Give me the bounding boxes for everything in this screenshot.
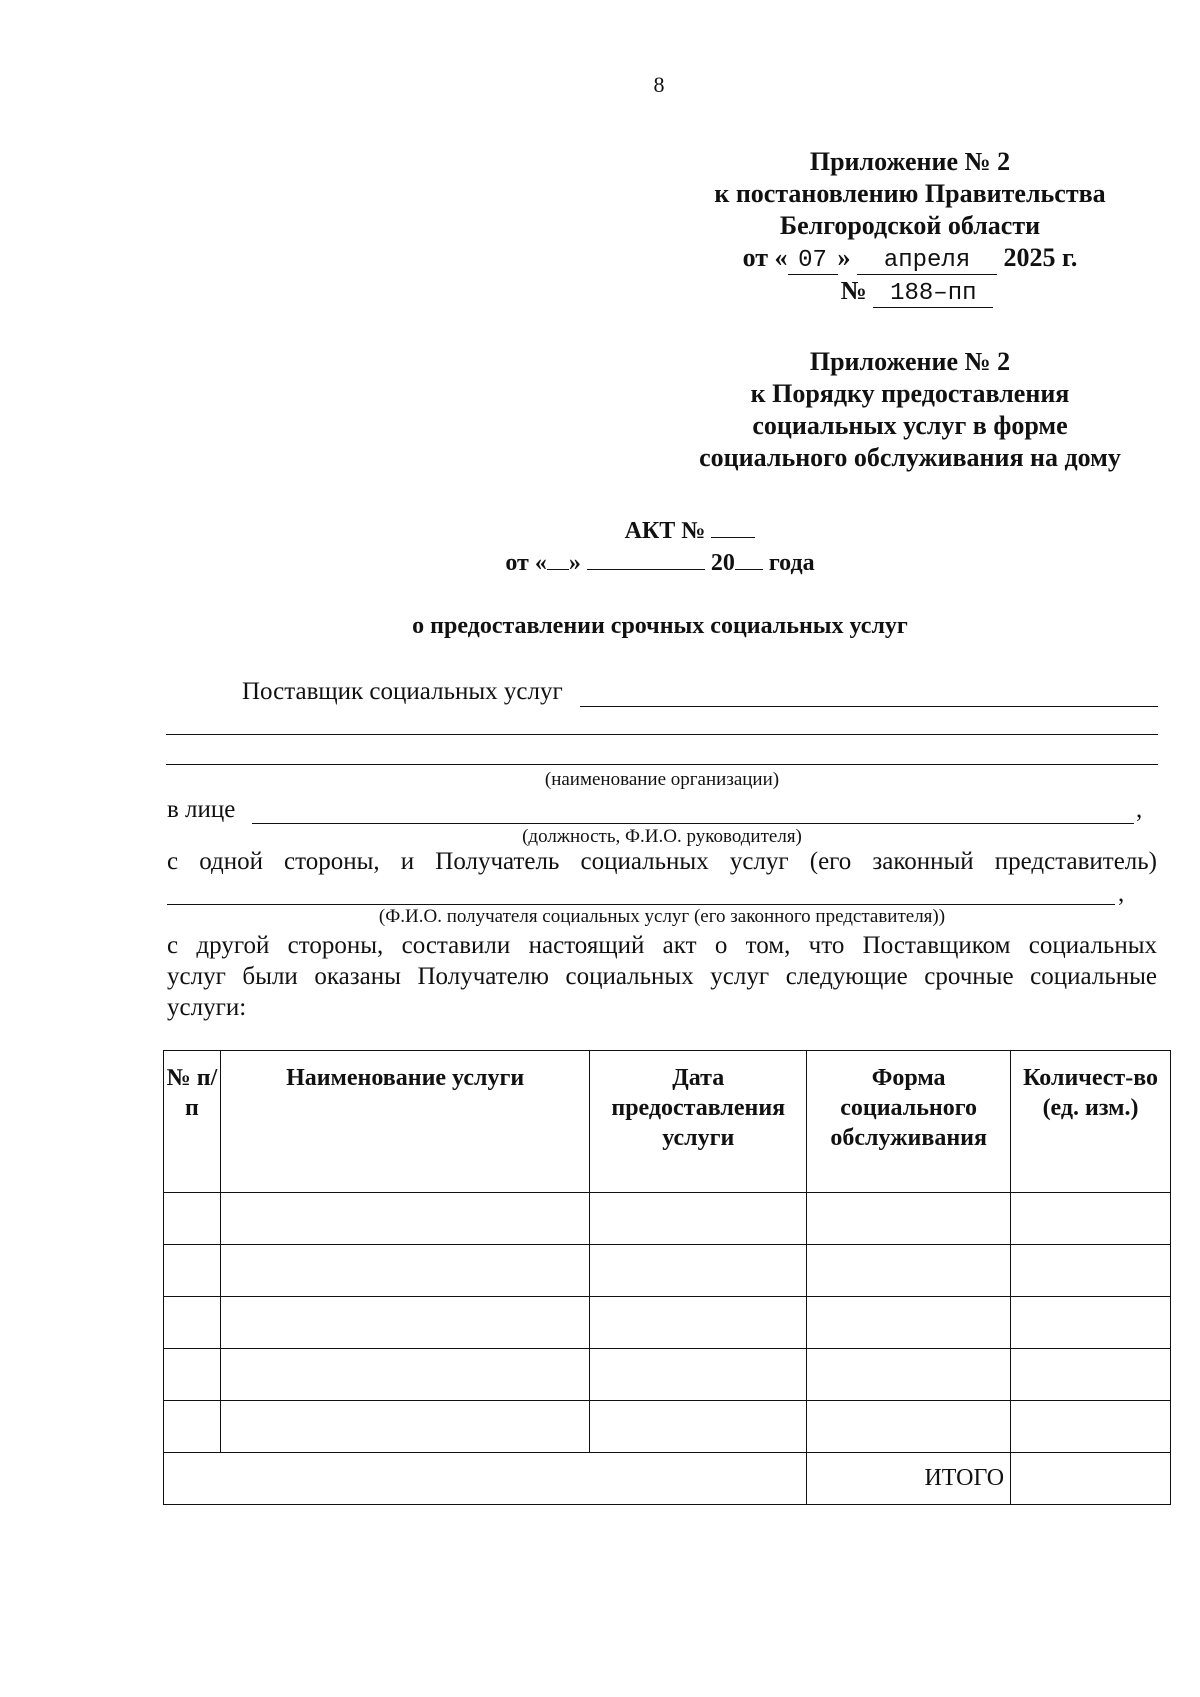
appendix-order-line3: социальных услуг в форме bbox=[752, 411, 1068, 440]
act-year-prefix: 20 bbox=[710, 550, 735, 576]
page-number: 8 bbox=[653, 72, 665, 97]
table-cell[interactable] bbox=[1011, 1401, 1171, 1453]
table-cell[interactable] bbox=[1011, 1297, 1171, 1349]
table-cell[interactable] bbox=[590, 1193, 807, 1245]
table-cell[interactable] bbox=[807, 1245, 1011, 1297]
total-label: ИТОГО bbox=[807, 1453, 1011, 1505]
provider-line-2[interactable] bbox=[166, 734, 1158, 735]
act-day-blank[interactable] bbox=[547, 549, 569, 570]
decree-date-month: апреля bbox=[857, 248, 997, 275]
services-table bbox=[163, 1050, 1171, 1505]
total-empty-cell bbox=[164, 1453, 807, 1505]
table-cell[interactable] bbox=[164, 1349, 221, 1401]
paragraph-line-3: услуги: bbox=[167, 994, 247, 1021]
header-num: № п/п bbox=[164, 1051, 221, 1193]
act-subject: о предоставлении срочных социальных услуг bbox=[412, 613, 908, 639]
table-cell[interactable] bbox=[590, 1401, 807, 1453]
appendix-decree-date bbox=[650, 242, 1170, 275]
paragraph-line-2: услуг были оказаны Получателю социальных услуг следующие срочные социальные bbox=[167, 963, 1157, 990]
table-row bbox=[164, 1297, 1171, 1349]
table-cell[interactable] bbox=[807, 1349, 1011, 1401]
decree-number-prefix: № bbox=[840, 276, 867, 305]
paragraph-line-1: с другой стороны, составили настоящий акт о том, что Поставщиком социальных bbox=[167, 932, 1157, 959]
recipient-comma: , bbox=[1118, 880, 1125, 907]
header-form: Форма социального обслуживания bbox=[807, 1051, 1011, 1193]
provider-label: Поставщик социальных услуг bbox=[242, 678, 563, 705]
appendix-decree-line2: к постановлению Правительства bbox=[714, 179, 1106, 208]
table-cell[interactable] bbox=[164, 1297, 221, 1349]
provider-line-1[interactable] bbox=[580, 706, 1158, 707]
table-row bbox=[164, 1193, 1171, 1245]
decree-date-day: 07 bbox=[788, 248, 838, 275]
head-line[interactable] bbox=[252, 823, 1134, 824]
appendix-decree-block bbox=[650, 146, 1170, 308]
decree-date-prefix: от « bbox=[742, 243, 788, 272]
table-cell[interactable] bbox=[590, 1245, 807, 1297]
in-person-comma: , bbox=[1136, 796, 1143, 823]
table-header-row bbox=[164, 1051, 1171, 1193]
table-cell[interactable] bbox=[164, 1401, 221, 1453]
table-row bbox=[164, 1401, 1171, 1453]
appendix-decree-line3: Белгородской области bbox=[779, 211, 1041, 240]
act-number-blank[interactable] bbox=[711, 517, 755, 538]
in-person-label: в лице bbox=[167, 796, 236, 823]
table-cell[interactable] bbox=[590, 1297, 807, 1349]
table-cell[interactable] bbox=[220, 1349, 589, 1401]
act-year-suffix: года bbox=[768, 550, 815, 576]
header-date: Дата предоставления услуги bbox=[590, 1051, 807, 1193]
table-cell[interactable] bbox=[807, 1297, 1011, 1349]
table-cell[interactable] bbox=[220, 1245, 589, 1297]
appendix-order-line4: социального обслуживания на дому bbox=[699, 443, 1121, 472]
act-title-text: АКТ № bbox=[624, 518, 706, 544]
provider-line-3[interactable] bbox=[166, 764, 1158, 765]
act-year-blank[interactable] bbox=[735, 549, 763, 570]
table-cell[interactable] bbox=[220, 1193, 589, 1245]
act-date bbox=[0, 549, 1200, 577]
appendix-order-title: Приложение № 2 bbox=[809, 347, 1011, 376]
one-side-text: с одной стороны, и Получатель социальных услуг (его законный представитель) bbox=[167, 848, 1157, 875]
table-cell[interactable] bbox=[590, 1349, 807, 1401]
org-caption: (наименование организации) bbox=[544, 769, 780, 790]
head-caption: (должность, Ф.И.О. руководителя) bbox=[522, 826, 802, 847]
appendix-order-line2: к Порядку предоставления bbox=[750, 379, 1070, 408]
table-row bbox=[164, 1245, 1171, 1297]
table-cell[interactable] bbox=[1011, 1349, 1171, 1401]
table-cell[interactable] bbox=[1011, 1245, 1171, 1297]
decree-date-mid: » bbox=[837, 243, 851, 272]
decree-date-year: 2025 г. bbox=[1003, 243, 1078, 272]
table-cell[interactable] bbox=[807, 1193, 1011, 1245]
act-title bbox=[0, 517, 1200, 545]
recipient-caption: (Ф.И.О. получателя социальных услуг (его законного представителя)) bbox=[378, 906, 946, 927]
table-cell[interactable] bbox=[807, 1401, 1011, 1453]
appendix-order-block bbox=[660, 346, 1160, 474]
header-name: Наименование услуги bbox=[220, 1051, 589, 1193]
appendix-decree-number bbox=[650, 275, 1170, 308]
table-cell[interactable] bbox=[164, 1245, 221, 1297]
total-value-cell[interactable] bbox=[1011, 1453, 1171, 1505]
table-cell[interactable] bbox=[1011, 1193, 1171, 1245]
recipient-line[interactable] bbox=[167, 904, 1115, 905]
table-total-row bbox=[164, 1453, 1171, 1505]
table-cell[interactable] bbox=[220, 1297, 589, 1349]
table-row bbox=[164, 1349, 1171, 1401]
header-qty: Количест-во (ед. изм.) bbox=[1011, 1051, 1171, 1193]
table-cell[interactable] bbox=[220, 1401, 589, 1453]
act-date-close: » bbox=[568, 550, 581, 576]
appendix-decree-title: Приложение № 2 bbox=[809, 147, 1011, 176]
act-date-from: от « bbox=[505, 550, 547, 576]
decree-number-value: 188–пп bbox=[873, 281, 993, 308]
table-cell[interactable] bbox=[164, 1193, 221, 1245]
act-month-blank[interactable] bbox=[587, 549, 705, 570]
